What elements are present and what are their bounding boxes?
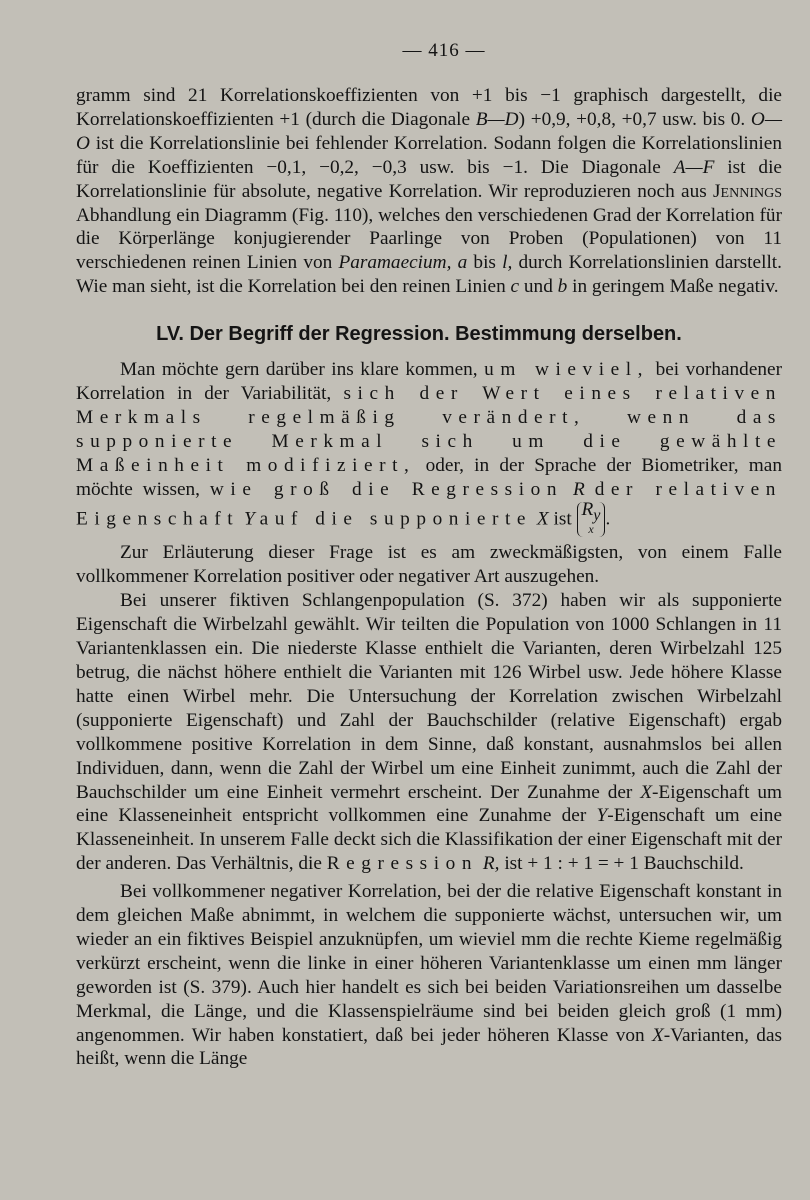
text-run: ist die Korrelationslinie bei fehlender Korrelation. Sodann folgen die Korrelationslinien für die Koeffizienten −0,1, −0,2, −0,3 usw. bis −1. Die Diagonale — [76, 132, 782, 178]
page-number: — 416 — — [402, 40, 486, 61]
text-run: Bei unserer fiktiven Schlangenpopulation (S. 372) haben wir als supponierte Eigenschaft die Wirbelzahl gewählt. Wir teilten die Population von 1000 Schlangen in 11 Variantenklassen ein. Die niederste Klasse enthielt die Varianten, deren Wirbelzahl 125 betrug, die nächst höhere enthielt die Varianten mit 126 Wirbel usw. Jede höhere Klasse hatte einen Wirbel mehr. Die Untersuchung der Korrelation zwischen Wirbelzahl (supponierte Eigenschaft) und Zahl der Bauchschilder (relative Eigenschaft) ergab vollkommene positive Korrelation in dem Sinne, daß konstant, ausnahmslos bei allen Individuen, dann, wenn die Zahl der Wirbel um eine Einheit zunimmt, auch die Zahl der Bauchschilder um eine Einheit vermehrt erscheint. Der Zunahme der — [76, 590, 782, 803]
spaced-emphasis: auf die supponierte — [259, 507, 533, 529]
formula-subscript: y — [593, 506, 601, 524]
math-term: O—O — [76, 108, 782, 154]
math-term: X — [640, 781, 652, 803]
math-term: Y — [244, 507, 255, 529]
math-term: b — [557, 276, 568, 298]
text-run: ist + 1 : + 1 = + 1 Bauchschild. — [499, 853, 744, 875]
paragraph-negative-correlation — [76, 880, 782, 1071]
text-run: -Eigenschaft um eine Klasseneinheit. In unserem Falle deckt sich die Klassifikation der einer Eigenschaft mit der der anderen. Das Verhältnis, die — [76, 805, 782, 875]
text-run: durch Korrelationslinien darstellt. Wie man sieht, ist die Korrelation bei den reinen Linien — [76, 252, 782, 298]
math-term: X — [536, 507, 549, 529]
text-run: . — [605, 507, 611, 529]
text-run: Man möchte gern darüber ins klare kommen, — [120, 359, 485, 381]
text-run: Abhandlung ein Diagramm (Fig. 110), welches den verschiedenen Grad der Korrelation für die Körperlänge konjugierender Paarlinge von Proben (Populationen) von 11 verschiedenen reinen Linien von — [76, 204, 782, 274]
math-term: A—F — [673, 156, 715, 178]
math-term: l, — [502, 252, 513, 274]
math-term: B—D — [475, 108, 519, 130]
text-run: ) +0,9, +0,8, +0,7 usw. bis 0. — [518, 108, 751, 130]
spaced-emphasis: der relativen Eigenschaft — [76, 478, 783, 529]
regression-formula — [577, 498, 606, 538]
text-run: ist die Korrelationslinie für absolute, negative Korrelation. Wir reproduzieren noch aus — [76, 156, 782, 202]
paragraph-snake-example — [76, 589, 782, 876]
paragraph-regression-definition — [76, 358, 782, 537]
paragraph-explanation: Zur Erläuterung dieser Frage ist es am zweckmäßigsten, von einem Falle vollkommener Korrelation positiver oder negativer Art auszugehen. — [76, 542, 782, 588]
spaced-emphasis: Regression — [326, 853, 479, 875]
text-run: in geringem Maße negativ. — [567, 276, 779, 298]
text-run: -Varianten, das heißt, wenn die Länge — [76, 1024, 783, 1070]
section-heading: LV. Der Begriff der Regression. Bestimmung derselben. — [156, 323, 682, 346]
spaced-emphasis: wie groß die Regression — [209, 478, 564, 500]
formula-lower-index: x — [588, 522, 594, 537]
math-term: X — [652, 1024, 664, 1046]
text-run: und — [519, 276, 558, 298]
spaced-emphasis: sich der Wert eines relativen Merkmals regelmäßig verändert, wenn das supponierte Merkmal sich um die gewählte Maßeinheit modifiziert, — [76, 383, 782, 476]
math-term: c — [510, 276, 520, 298]
math-term: R, — [482, 853, 500, 875]
math-term: Y — [596, 805, 608, 827]
math-term: R — [572, 478, 585, 500]
text-run: Bei vollkommener negativer Korrelation, bei der die relative Eigenschaft konstant in dem gleichen Maße abnimmt, in welchem die supponierte wächst, untersuchen wir, um wieder an ein fiktives Beispiel anzuknüpfen, um wieviel mm die rechte Kieme regelmäßig verkürzt erscheint, wenn die linke in einer höheren Variantenklasse um einen mm länger geworden ist (S. 379). Auch hier handelt es sich bei beiden Variationsreihen um dasselbe Merkmal, die Länge, und die Klassenspielräume sind bei beiden gleich groß (1 mm) angenommen. Wir haben konstatiert, daß bei jeder höheren Klasse von — [76, 881, 782, 1046]
text-run: -Eigenschaft um eine Klasseneinheit entspricht vollkommen eine Zunahme der — [76, 781, 782, 827]
text-run: ist — [548, 507, 577, 529]
text-run: bei vorhandener Korrelation in der Variabilität, — [76, 359, 782, 405]
text-run: oder, in der Sprache der Biometriker, man möchte wissen, — [76, 454, 782, 500]
spaced-emphasis: um wieviel, — [484, 359, 650, 381]
author-name: Jennings — [713, 180, 782, 202]
text-run: gramm sind 21 Korrelationskoeffizienten von +1 bis −1 graphisch dargestellt, die Korrelationskoeffizienten +1 (durch die Diagonale — [76, 85, 782, 130]
text-run: bis — [467, 252, 503, 274]
species-name: Paramaecium, a — [338, 252, 468, 274]
formula-symbol: R — [581, 498, 594, 520]
paragraph-correlation-diagram — [76, 84, 782, 299]
